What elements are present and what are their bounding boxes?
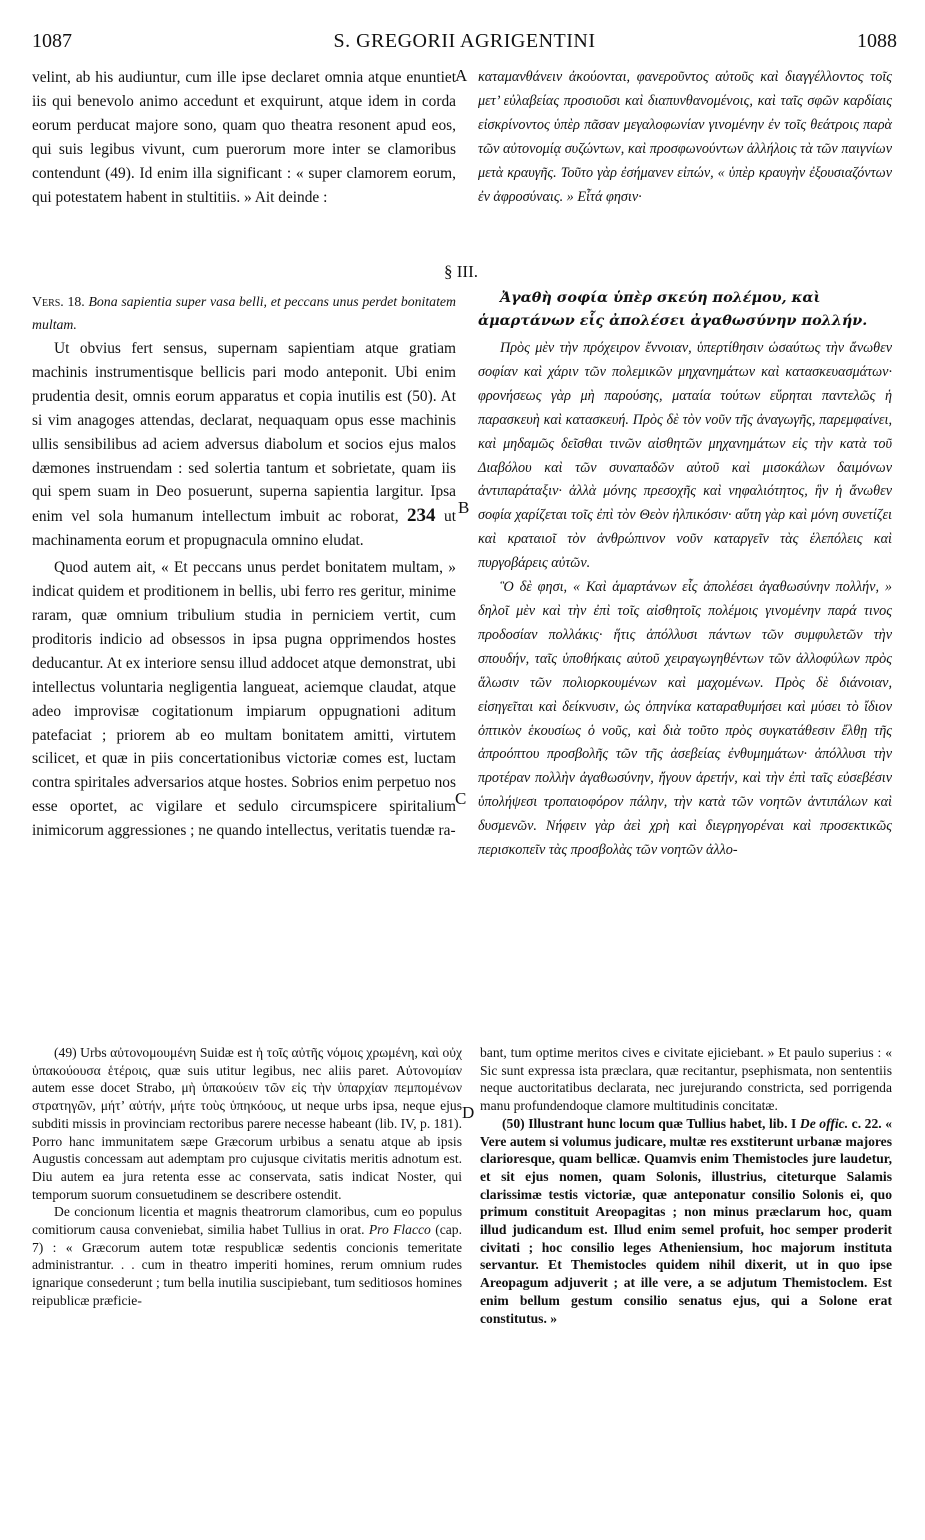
citation-pro-flacco: Pro Flacco [368, 1222, 431, 1238]
footnotes-left [32, 1044, 462, 1310]
margin-marker-c: C [455, 789, 467, 808]
margin-marker-a: A [455, 66, 468, 85]
running-header [32, 30, 897, 56]
greek-commentary [478, 337, 892, 863]
footnote-49: (49) Urbs αὐτονομουμένη Suidæ est ἡ τοῖς αὐτῆς νόμοις χρωμένη, καὶ οὐχ ὑπακούουσα ἑτέροις, quæ suis utitur legibus, nec aliis paret. Αὐτονομίαν autem esse docet Strabo, μὴ ὑπακούειν τῶν εἰς τὴν ὑπαρχίαν πεμπομένων στρατηγῶν, μήτ’ αὐτήν, μήτε τοὺς ὑπηκόους, ut neque urbs ipsa, neque ejus subditi missis in provinciam rectoribus parere necesse habeant (lib. IV, p. 181). Porro hanc immunitatem sæpe Græcorum urbibus a senatu atque ab ipsis Augustis concessam aut ademptam pro cujusque civitatis meritis adnotum est. Diu autem ea jura retenta esse ac conservata, satis indicat Noster, qui temporum suorum consuetudinem se describere ostendit. [32, 1045, 462, 1202]
greek-text-1: καταμανθάνειν ἀκούονται, φανεροῦντος αὐτοῦς καὶ διαγγέλλοντος τοῖς μετ’ εὐλαβείας προσιοῦσι καὶ διαπυνθανομένοις, καὶ ταῖς σφῶν καρδίαις εἰσκρίνοντος ὑπὲρ πᾶσαν μεγαλοφωνίαν γινομένην ἐν τοῖς θεάτροις παρὰ τῶν αὐτονομίᾳ συζώντων, καὶ προσφωνούντων ἀλλήλοις τὰ τῶν παιγνίων μετὰ κραυγῆς. Τοῦτο γὰρ ἐσήμανεν εἰπών, « ὑπὲρ κραυγὴν ἐξουσιαζόντων ἐν ἀφροσύναις. » Εἶτά φησιν· [478, 69, 892, 205]
latin-text-1: velint, ab his audiuntur, cum ille ipse declaret omnia atque enuntiet iis qui benevolo animo accedunt et exquirunt, atque idem in corda eorum perducat majore sono, quam quo theatra resonent apud eos, qui suis legibus vivunt, cum puerorum more inter se clamoribus contendunt (49). Id enim illa significant : « super clamorem eorum, qui potestatem habent in stultitiis. » Ait deinde : [32, 69, 456, 206]
inline-page-number: 234 [407, 505, 436, 527]
latin-paragraph-1 [32, 66, 456, 209]
footnote-49-continued [32, 1203, 462, 1309]
left-page-number: 1087 [32, 30, 72, 52]
latin-commentary [32, 337, 456, 843]
footnote-50-text-a: (50) Illustrant hunc locum quæ Tullius habet, lib. I [502, 1115, 797, 1131]
latin-paragraph-2 [32, 337, 456, 553]
footnote-49-text-b: (cap. 7) : « Græcorum autem totæ respublicæ sedentis concionis temeritate administrantur. . . cum in theatro imperiti homines, rerum omnium rudes ignarique consederunt ; tum bella inutilia suscipiebant, tum seditiosos homines reipublicæ præficie- [32, 1222, 462, 1308]
right-page-number: 1088 [857, 30, 897, 52]
latin-paragraph-3: Quod autem ait, « Et peccans unus perdet bonitatem multam, » indicat quidem et proditionem in bellis, ubi ferro res geritur, minime raram, quæ omnium tribulium studia in perniciem vertit, cum proditoris indicio ad obsessos in ipsa pugna opprimendos hostes deducantur. At ex interiore sensu illud addocet atque demonstrat, ubi intellectus voluntaria negligentia langueat, aciemque claudat, atque adeo improvisæ cogitationum impiarum oppugnationi aditum patefaciat ; priorem ab eo multam bonitatem amitti, virtutem scilicet, et quæ in piis concertationibus victoriæ comes est, luctam contra spiritales adversarios atque hostes. Sobrios enim perpetuo nos esse oportet, ac vigilare et sedulo circumspicere spiritalium inimicorum aggressiones ; ne quando intellectus, veritatis tuendæ ra- [32, 559, 456, 840]
running-title: S. GREGORII AGRIGENTINI [333, 30, 596, 52]
greek-paragraph-3: Ὃ δὲ φησι, « Καὶ ἁμαρτάνων εἷς ἀπολέσει ἀγαθωσύνην πολλήν, » δηλοῖ μὲν καὶ τὴν ἐπὶ τοῖς αἰσθητοῖς πολέμοις γινομένην παρά τινος προδοσίαν πολλάκις· ἥτις ἀπόλλυσι πάντων τῶν συμφυλετῶν τὴν σπουδήν, ταῖς ὑποθήκαις αὐτοῦ χειραγωγηθέντων τῶν ἀλλοφύλων πρὸς ἅλωσιν τῶν πολιορκουμένων καὶ μαχομένων. Πρὸς δὲ διάνοιαν, εἰσηγεῖται καὶ δείκνυσιν, ὡς ὁπηνίκα καταραθυμήσει καὶ μύσει τὸ ἴδιον ὀπτικὸν ἑκουσίως ὁ νοῦς, καὶ διὰ τοῦτο πρὸς συγκατάθεσιν ἔλθῃ τῆς ἀπροόπτου προσβολῆς τῶν τῆς ἀσεβείας ἐνθυμημάτων· ἀπόλλυσι τὴν προτέραν πολλὴν ἀγαθωσύνην, ἤγουν ἀρετήν, καὶ τὴν ἐπὶ ταῖς εὐσεβέσιν ὑπολήψεσι τροπαιοφόρον πάλην, τὴν κατὰ τῶν νοητῶν ἀντιπάλων καὶ δυσμενῶν. Νήφειν γὰρ ἀεὶ χρὴ καὶ διεγρηγορέναι καὶ προσεκτικῶς περισκοπεῖν τὰς προσβολὰς τῶν νοητῶν ἀλλο- [478, 579, 892, 859]
section-mark: § III. [444, 262, 478, 281]
citation-de-officiis: De offic. [799, 1115, 849, 1131]
footnotes-right [480, 1044, 892, 1327]
footnote-50 [480, 1115, 892, 1327]
verse-label: Vers. 18. [32, 294, 85, 309]
greek-paragraph-2: Πρὸς μὲν τὴν πρόχειρον ἔννοιαν, ὑπερτίθησιν ὡσαύτως τὴν ἄνωθεν σοφίαν καὶ χάριν τῶν πολεμικῶν μηχανημάτων καὶ κατασκευασμάτων· φρονήσεως γὰρ μὴ παρούσης, ματαία τούτων εὕρηται παντελῶς ἡ παρασκευὴ καὶ κατασκευή. Πρὸς δὲ τὸν νοῦν τῆς ἀναγωγῆς, παρεμφαίνει, καὶ μηδαμῶς δεῖσθαι τινῶν αἰσθητῶν μηχανημάτων εἰς τὴν κατὰ τοῦ Διαβόλου καὶ τῶν συναπαδῶν αὐτοῦ καὶ μισοκάλων δαιμόνων ἀντιπαράταξιν· ἀλλὰ μόνης πρεσοχῆς καὶ νηφαλιότητος, ἣν ἡ ἄνωθεν σοφία χαρίζεται τοῖς ἐπὶ τὸν Θεὸν ἠλπικόσιν· αὕτη γὰρ καὶ μόνη συνετίζει καὶ κραταιοῖ τὸν ἀνθρώπινον νοῦν καταργεῖν τὰς ἑλεπόλεις καὶ πυργοβάρεις αὐτῶν. [478, 340, 892, 572]
verse-text: Bona sapientia super vasa belli, et peccans unus perdet bonitatem multam. [32, 294, 457, 332]
footnote-49-text-a: De concionum licentia et magnis theatrorum clamoribus, cum eo populus comitiorum causa conveniebat, similia habet Tullius in orat. [32, 1204, 462, 1238]
footnote-49-end: bant, tum optime meritos cives e civitate ejiciebant. » Et paulo superius : « Sic sunt expressa ista præclara, quæ recitantur, psephismata, non sententiis neque auctoritatibus declarata, nec jurejurando constricta, sed porrigenda manu profundendoque clamore multitudinis concitatæ. [480, 1045, 892, 1114]
margin-marker-d: D [462, 1103, 475, 1122]
greek-paragraph-1 [478, 66, 892, 209]
margin-marker-b: B [458, 498, 470, 517]
footnote-50-text-b: c. 22. « Vere autem si volumus judicare, multæ res exstiterunt urbanæ majores clarioresque, quam bellicæ. Quamvis enim Themistocles jure laudetur, et sit ejus nomen, quam Solonis, illustrius, citeturque Salamis clarissimæ testis victoriæ, quæ anteponatur consilio Solonis ei, quo primum constituit Areopagitas ; non minus præclarum hoc, quam illud judicandum est. Illud enim semel profuit, hoc semper proderit civitati ; hoc consilio leges Atheniensium, hoc majorum instituta servantur. Et Themistocles quidem nihil dixerit, ut in quo ipse Areopagum adjuverit ; at ille vere, a se adjutum Themistoclem. Est enim bellum gestum consilio senatus ejus, qui a Solone erat constitutus. » [480, 1115, 892, 1326]
greek-verse-title: Ἀγαθὴ σοφία ὑπὲρ σκεύη πολέμου, καὶ ἁμαρτάνων εἷς ἀπολέσει ἀγαθωσύνην πολλήν. [478, 289, 868, 329]
latin-text-2a: Ut obvius fert sensus, supernam sapientiam atque gratiam machinis instrumentisque bellicis pari modo anteponit. Ubi enim prudentia desit, omnis eorum apparatus et copia inutilis est (50). At si vim anagoges attendas, declarat, nequaquam opus esse machinis ullis sensibilibus ad aciem adversus diabolum et socios ejus malos dæmones instruendam : sed solertia tantum et sobrietate, quam iis qui spem suam in Deo posuerunt, superna sapientia largitur. Ipsa enim vel sola humanum intellectum imbuit ac roborat, [32, 340, 456, 526]
verse-heading [32, 290, 456, 336]
latin-text-2b: ut machinamenta eorum et propugnacula omnino eludat. [32, 508, 456, 550]
